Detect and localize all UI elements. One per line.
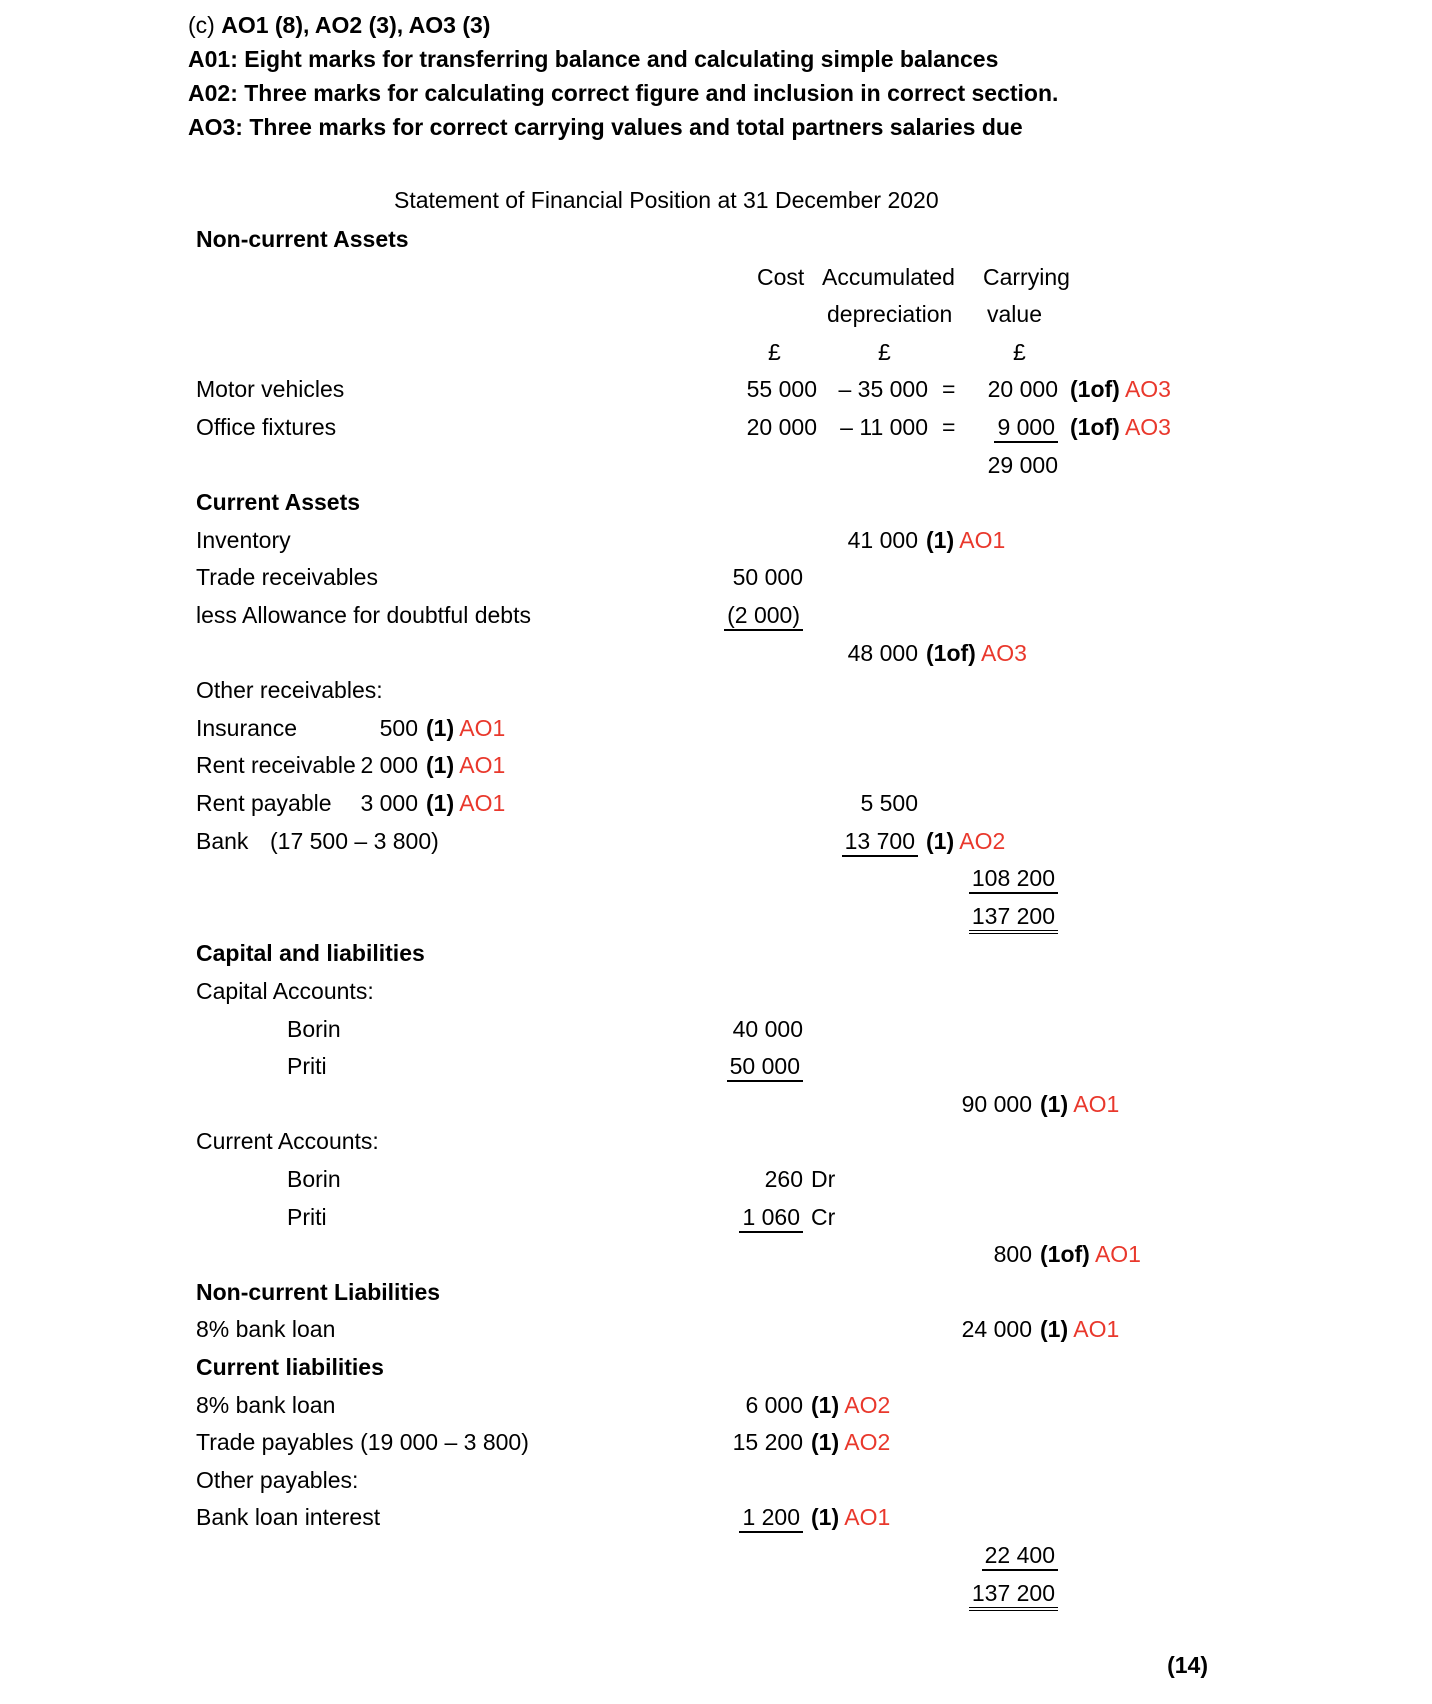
amount: 15 200 — [732, 1429, 803, 1455]
statement-row — [0, 299, 1432, 336]
dr-cr-indicator: Dr — [811, 1166, 836, 1192]
section-heading: Current Assets — [196, 489, 361, 515]
statement-row — [0, 750, 1432, 787]
mark-annotation — [1040, 1239, 1141, 1270]
mark-value: (1) — [1040, 1316, 1069, 1342]
statement-row — [0, 788, 1432, 825]
row-label: Bank — [196, 828, 249, 854]
question-part-marks: AO1 (8), AO2 (3), AO3 (3) — [221, 12, 491, 38]
row-label: Current Accounts: — [196, 1128, 379, 1154]
ao-tag: AO2 — [844, 1429, 891, 1455]
statement-row — [0, 600, 1432, 637]
statement-row — [0, 1352, 1432, 1389]
statement-row — [0, 901, 1432, 938]
underlined-amount: 1 060 — [739, 1204, 803, 1233]
row-label: Inventory — [196, 527, 291, 553]
statement-row — [0, 1540, 1432, 1577]
statement-row — [0, 337, 1432, 374]
row-label: Other payables: — [196, 1467, 359, 1493]
amount-subtotal: 90 000 — [961, 1091, 1032, 1117]
amount — [600, 1051, 803, 1082]
mark-value: (1of) — [1070, 376, 1120, 402]
ao-tag: AO1 — [959, 527, 1006, 553]
total-marks: (14) — [1167, 1652, 1208, 1678]
ao-tag: AO1 — [1073, 1316, 1120, 1342]
amount-carrying — [875, 412, 1058, 443]
statement-row — [0, 487, 1432, 524]
amount: 2 000 — [360, 752, 418, 778]
statement-row — [0, 562, 1432, 599]
ao3-description: AO3: Three marks for correct carrying values and total partners salaries due — [188, 114, 1023, 140]
mark-annotation — [426, 788, 505, 819]
amount — [600, 1502, 803, 1533]
amount-subtotal: 29 000 — [987, 452, 1058, 478]
row-label: Priti — [287, 1204, 327, 1230]
mark-annotation — [811, 1502, 890, 1533]
ao-tag: AO3 — [1124, 376, 1171, 402]
row-label: Rent payable — [196, 790, 332, 816]
row-label: Borin — [287, 1016, 341, 1042]
statement-row — [0, 262, 1432, 299]
amount: 41 000 — [847, 527, 918, 553]
mark-annotation — [1040, 1314, 1119, 1345]
mark-annotation — [1070, 374, 1171, 405]
row-label: Insurance — [196, 715, 298, 741]
row-label: Trade receivables — [196, 564, 378, 590]
amount: 3 000 — [360, 790, 418, 816]
amount: 6 000 — [745, 1392, 803, 1418]
row-label: Motor vehicles — [196, 376, 345, 402]
row-label: Borin — [287, 1166, 341, 1192]
ao-tag: AO2 — [844, 1392, 891, 1418]
statement-row — [0, 826, 1432, 863]
amount: 24 000 — [961, 1316, 1032, 1342]
statement-row — [0, 1051, 1432, 1088]
calculation-detail: (17 500 – 3 800) — [270, 828, 439, 854]
amount-cost: 20 000 — [746, 414, 817, 440]
equals-sign: = — [942, 414, 956, 440]
statement-row — [0, 1578, 1432, 1615]
statement-row — [0, 863, 1432, 900]
mark-annotation — [811, 1390, 890, 1421]
statement-row — [0, 1202, 1432, 1239]
amount-subtotal — [875, 863, 1058, 894]
mark-value: (1of) — [926, 640, 976, 666]
amount-depreciation: – 35 000 — [838, 376, 928, 402]
section-heading: Non-current Assets — [196, 226, 409, 252]
ao-tag: AO1 — [1094, 1241, 1141, 1267]
amount: 260 — [764, 1166, 803, 1192]
statement-row — [0, 1277, 1432, 1314]
statement-row — [0, 1239, 1432, 1276]
amount-subtotal: 800 — [993, 1241, 1032, 1267]
ao1-description: A01: Eight marks for transferring balance and calculating simple balances — [188, 46, 999, 72]
statement-row — [0, 450, 1432, 487]
mark-annotation — [1040, 1089, 1119, 1120]
statement-row — [0, 1126, 1432, 1163]
statement-title: Statement of Financial Position at 31 December 2020 — [394, 187, 939, 213]
statement-row — [0, 1164, 1432, 1201]
ao-tag: AO3 — [1124, 414, 1171, 440]
statement-row — [0, 938, 1432, 975]
currency-symbol: £ — [768, 339, 781, 365]
amount — [730, 826, 918, 857]
amount-subtotal: 5 500 — [860, 790, 918, 816]
statement-row — [0, 1465, 1432, 1502]
row-label: 8% bank loan — [196, 1316, 336, 1342]
statement-row — [0, 638, 1432, 675]
mark-annotation — [426, 713, 505, 744]
row-label: Capital Accounts: — [196, 978, 374, 1004]
underlined-amount: 137 200 — [969, 903, 1058, 934]
amount: 50 000 — [732, 564, 803, 590]
mark-value: (1) — [811, 1429, 840, 1455]
underlined-amount: 13 700 — [842, 828, 918, 857]
statement-row — [0, 412, 1432, 449]
statement-row — [0, 1502, 1432, 1539]
row-label: Rent receivable — [196, 752, 356, 778]
section-heading: Non-current Liabilities — [196, 1279, 441, 1305]
mark-annotation — [811, 1427, 890, 1458]
underlined-amount: 1 200 — [739, 1504, 803, 1533]
statement-row — [0, 1314, 1432, 1351]
statement-row — [0, 976, 1432, 1013]
mark-value: (1) — [926, 527, 955, 553]
ao-tag: AO2 — [959, 828, 1006, 854]
row-label: Trade payables (19 000 – 3 800) — [196, 1429, 529, 1455]
dr-cr-indicator: Cr — [811, 1204, 836, 1230]
amount-subtotal: 48 000 — [847, 640, 918, 666]
ao-tag: AO3 — [980, 640, 1027, 666]
mark-annotation — [426, 750, 505, 781]
currency-symbol: £ — [878, 339, 891, 365]
ao-tag: AO1 — [1073, 1091, 1120, 1117]
mark-value: (1) — [811, 1392, 840, 1418]
row-label: less Allowance for doubtful debts — [196, 602, 531, 628]
row-label: Bank loan interest — [196, 1504, 381, 1530]
mark-value: (1of) — [1040, 1241, 1090, 1267]
amount: 40 000 — [732, 1016, 803, 1042]
col-header-depreciation: depreciation — [827, 301, 953, 327]
statement-row — [0, 713, 1432, 750]
col-header-carrying: Carrying — [983, 264, 1070, 290]
amount-total — [875, 1578, 1058, 1609]
statement-row — [0, 675, 1432, 712]
amount: 500 — [379, 715, 418, 741]
mark-value: (1) — [426, 715, 455, 741]
section-heading: Current liabilities — [196, 1354, 384, 1380]
row-label: 8% bank loan — [196, 1392, 336, 1418]
mark-value: (1) — [426, 752, 455, 778]
question-part-prefix: (c) — [188, 12, 222, 38]
mark-value: (1) — [1040, 1091, 1069, 1117]
statement-row — [0, 374, 1432, 411]
statement-row — [0, 1089, 1432, 1126]
statement-row — [0, 1014, 1432, 1051]
statement-row — [0, 224, 1432, 261]
mark-annotation — [926, 826, 1005, 857]
underlined-amount: 50 000 — [727, 1053, 803, 1082]
amount-subtotal — [875, 1540, 1058, 1571]
row-label: Priti — [287, 1053, 327, 1079]
equals-sign: = — [942, 376, 956, 402]
underlined-amount: 137 200 — [969, 1580, 1058, 1611]
row-label: Other receivables: — [196, 677, 383, 703]
amount-depreciation: – 11 000 — [840, 414, 928, 440]
ao-tag: AO1 — [844, 1504, 891, 1530]
statement-row — [0, 525, 1432, 562]
mark-annotation — [926, 525, 1005, 556]
ao2-description: A02: Three marks for calculating correct figure and inclusion in correct section. — [188, 80, 1059, 106]
statement-row — [0, 1427, 1432, 1464]
question-part-heading — [188, 12, 490, 39]
col-header-accumulated: Accumulated — [822, 264, 955, 290]
mark-annotation — [1070, 412, 1171, 443]
currency-symbol: £ — [1013, 339, 1026, 365]
col-header-cost: Cost — [757, 264, 805, 290]
col-header-value: value — [987, 301, 1042, 327]
amount — [600, 1202, 803, 1233]
underlined-amount: (2 000) — [724, 602, 803, 631]
mark-annotation — [926, 638, 1027, 669]
mark-value: (1) — [926, 828, 955, 854]
underlined-amount: 22 400 — [982, 1542, 1058, 1571]
ao-tag: AO1 — [459, 715, 506, 741]
mark-value: (1of) — [1070, 414, 1120, 440]
mark-value: (1) — [426, 790, 455, 816]
ao-tag: AO1 — [459, 752, 506, 778]
mark-value: (1) — [811, 1504, 840, 1530]
ao-tag: AO1 — [459, 790, 506, 816]
underlined-amount: 9 000 — [994, 414, 1058, 443]
row-label: Office fixtures — [196, 414, 337, 440]
amount-cost: 55 000 — [746, 376, 817, 402]
amount-carrying: 20 000 — [987, 376, 1058, 402]
section-heading: Capital and liabilities — [196, 940, 425, 966]
underlined-amount: 108 200 — [969, 865, 1058, 894]
amount-total — [875, 901, 1058, 932]
amount — [600, 600, 803, 631]
statement-row — [0, 1390, 1432, 1427]
